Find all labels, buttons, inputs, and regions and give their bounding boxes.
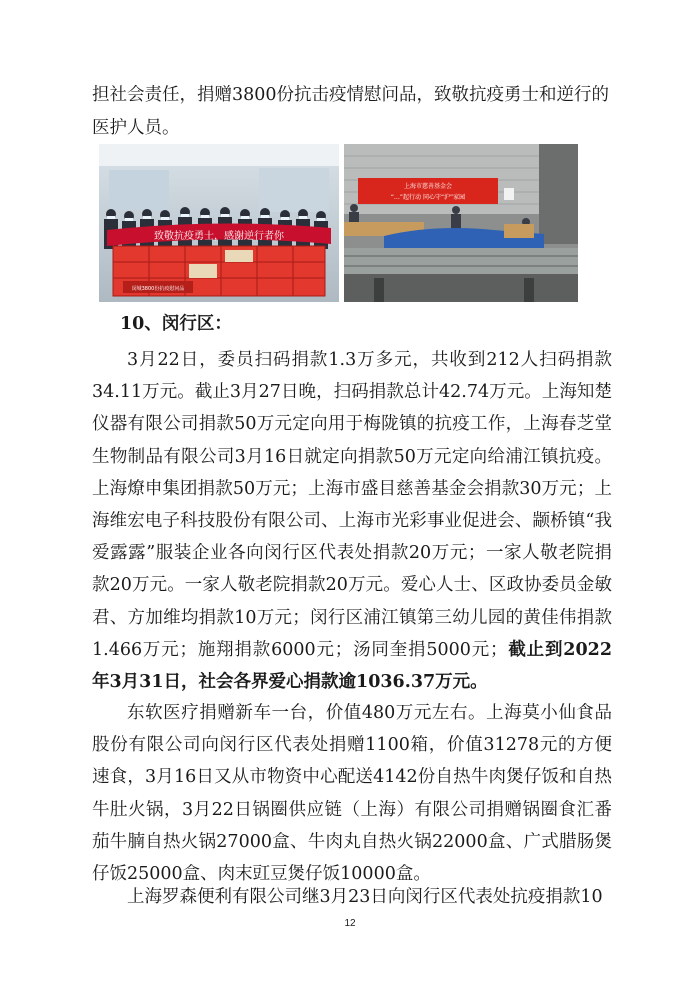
paragraph-donations-total: 截止到2022年3月31日，社会各界爱心捐款逾1036.37万元。 xyxy=(92,639,612,693)
paragraph-donations-text: 3月22日，委员扫码捐款1.3万多元，共收到212人扫码捐款34.11万元。截止3月27日晚，扫码捐款总计42.74万元。上海知楚仪器有限公司捐款50万元定向用于梅陇镇的抗疫工作，上海春芝堂生物制品有限公司3月16日就定向捐款50万元定向给浦江镇抗疫。上海燎申集团捐款50万元；上海市盛目慈善基金会捐款30万元；上海维宏电子科技股份有限公司、上海市光彩事业促进会、颛桥镇“我爱露露”服装企业各向闵行区代表处捐款20万元；一家人敬老院捐款20万元。一家人敬老院捐款20万元。爱心人士、区政协委员金敏君、方加维均捐款10万元；闵行区浦江镇第三幼儿园的黄佳伟捐款1.466万元；施翔捐款6000元；汤同奎捐5000元； xyxy=(92,350,612,660)
right-banner-line-1: 上海市慈善基金会 xyxy=(403,183,453,190)
photo-donation-group xyxy=(99,144,339,302)
photo-donation-group-image xyxy=(99,144,339,302)
section-heading: 10、闵行区： xyxy=(120,314,232,334)
intro-line-2: 医护人员。 xyxy=(92,117,180,138)
photo-truck-loading-image xyxy=(344,144,578,302)
photo-truck-loading xyxy=(344,144,578,302)
paragraph-lawson: 上海罗森便利有限公司继3月23日向闵行区代表处抗疫捐款10 xyxy=(127,887,603,907)
page-number: 12 xyxy=(344,918,356,929)
intro-line-1: 担社会责任，捐赠3800份抗击疫情慰问品，致敬抗疫勇士和逆行的 xyxy=(92,85,610,105)
intro-paragraph xyxy=(92,79,612,144)
right-banner-line-2: “…”起行动 同心守“沪”家园 xyxy=(390,194,466,201)
paragraph-material-donations: 东软医疗捐赠新车一台，价值480万元左右。上海莫小仙食品股份有限公司向闵行区代表处捐赠1100箱，价值31278元的方便速食，3月16日又从市物资中心配送4142份自热牛肉煲仔饭和自热牛肚火锅，3月22日锅圈供应链（上海）有限公司捐赠锅圈食汇番茄牛腩自热火锅27000盒、牛肉丸自热火锅22000盒、广式腊肠煲仔饭25000盒、肉末豇豆煲仔饭10000盒。 xyxy=(92,703,612,885)
left-box-label: 闵城3800份抗疫慰问品 xyxy=(131,286,185,292)
paragraph-donations xyxy=(92,344,612,698)
left-banner-text: 致敬抗疫勇士，感谢逆行者你 xyxy=(154,231,284,242)
